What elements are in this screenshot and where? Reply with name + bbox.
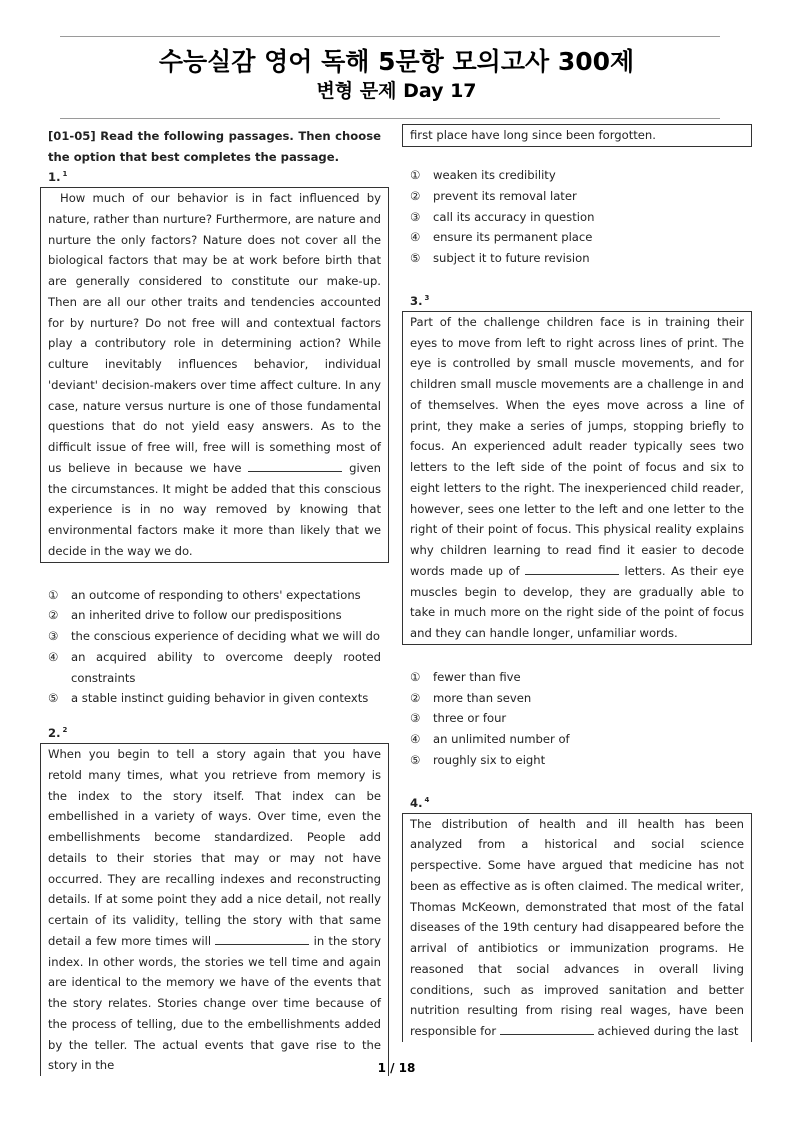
answer-blank: [215, 931, 309, 945]
footnote-ref: 2: [62, 726, 68, 734]
footnote-ref: 1: [62, 170, 68, 178]
option-5[interactable]: ⑤ roughly six to eight: [410, 752, 546, 767]
passage-text: When you begin to tell a story again that you have retold many times, what you retrieve from memory is the index to the story itself. That index can be embellished in a variety of ways. Over time, even the embellishments become standardized. People add details to their stories that may or may not have occurred. They are recalling indexes and reconstructing details. If at some point they add a nice detail, not really certain of its validity, telling the story with that same detail a few more times will: [48, 747, 381, 948]
option-3[interactable]: ③ three or four: [410, 711, 507, 726]
passage-text: The distribution of health and ill health has been analyzed from a historical and social science perspective. Some have argued that medicine has not been as effective as is often claimed. The medical writer, Thomas McKeown, demonstrated that most of the fatal diseases of the 19th century had disappeared before the arrival of antibiotics or immunization programs. He reasoned that social advances in overall living conditions, such as improved sanitation and better nutrition resulting from rising real wages, have been responsible for: [410, 816, 744, 1038]
instructions: [01-05] Read the following passages. Then choose the option that best completes the passage.: [48, 129, 381, 164]
page-subtitle: 변형 문제 Day 17: [316, 80, 477, 102]
passage-text: achieved during the last: [597, 1024, 739, 1038]
option-2[interactable]: ② an inherited drive to follow our predispositions: [48, 608, 342, 623]
passage-text: first place have long since been forgotten.: [410, 128, 656, 142]
option-3[interactable]: ③ the conscious experience of deciding what we will do: [48, 629, 380, 643]
question-1-number: 1. $^1$: [48, 170, 68, 184]
page-title: 수능실감 영어 독해 5문항 모의고사 300제: [158, 47, 635, 76]
option-1[interactable]: ① an outcome of responding to others' expectations: [48, 587, 361, 602]
passage-text: letters. As their eye muscles begin to develop, they are gradually able to take in much more on the right side of the point of focus and they can handle longer, unfamiliar words.: [410, 563, 744, 640]
option-4[interactable]: ④ ensure its permanent place: [410, 230, 593, 245]
option-3[interactable]: ③ call its accuracy in question: [410, 209, 595, 224]
question-1-options: [40, 585, 389, 710]
passage-text: How much of our behavior is in fact influenced by nature, rather than nurture? Furthermore, are nature and nurture the only factors? Nature does not cover all the biological factors that may be at work before birth that are generally considered to constitute our make-up. Then are all our other traits and tendencies accounted for by nurture? Do not free will and contextual factors play a contributory role in determining action? While culture inevitably influences behavior, individual 'deviant' decision-makers over time affect culture. In any case, nature versus nurture is one of those fundamental questions that do not yield easy answers. As to the difficult issue of free will, free will is something most of us believe in because we have: [48, 191, 381, 475]
option-2[interactable]: ② prevent its removal later: [410, 188, 577, 203]
question-3-options: [402, 667, 752, 771]
question-2-passage: [40, 743, 389, 1076]
option-1[interactable]: ① fewer than five: [410, 669, 521, 684]
question-2-options: [402, 165, 752, 269]
answer-blank: [500, 1021, 594, 1035]
option-4[interactable]: ④ an unlimited number of: [410, 732, 570, 746]
option-5[interactable]: ⑤ a stable instinct guiding behavior in given contexts: [48, 691, 369, 706]
question-3-passage: [402, 311, 752, 645]
option-4[interactable]: ④ an acquired ability to overcome deeply rooted constraints: [48, 649, 381, 685]
passage-text: in the story index. In other words, the stories we tell time and again are identical to the memory we have of the events that the story relates. Stories change over time because of the process of telling, due to the embellishments added by the teller. The actual events that gave rise to the story in the: [48, 933, 382, 1073]
top-rule: [60, 36, 720, 37]
question-2-number: 2. $^2$: [48, 726, 68, 740]
question-4-number: 4. $^4$: [410, 795, 430, 810]
question-4-passage: [402, 813, 752, 1042]
answer-blank: [248, 458, 342, 472]
option-5[interactable]: ⑤ subject it to future revision: [410, 251, 590, 265]
page-number: 1 / 18: [377, 1061, 416, 1075]
option-1[interactable]: ① weaken its credibility: [410, 168, 556, 182]
question-2-passage-continued: [402, 124, 752, 147]
question-1-passage: [40, 187, 389, 563]
passage-text: Part of the challenge children face is in training their eyes to move from left to right across lines of print. The eye is controlled by small muscle movements, and for children small muscle movements are a challenge in and of themselves. When the eyes move across a line of print, they make a series of jumps, stopping briefly to focus. An experienced adult reader typically sees two letters to the left side of the point of focus and six to eight letters to the right. The inexperienced child reader, however, sees one letter to the left and one letter to the right of their point of focus. This physical reality explains why children learning to read find it easier to decode words made up of: [410, 314, 744, 578]
right-column: [402, 124, 752, 1042]
footnote-ref: 3: [424, 293, 430, 302]
header-rule: [60, 118, 720, 119]
question-3-number: 3. $^3$: [410, 293, 430, 308]
left-column: [40, 126, 389, 1076]
answer-blank: [525, 561, 619, 575]
passage-text: given the circumstances. It might be added that this conscious experience is in no way removed by knowing that environmental factors make it more than likely that we decide in the way we do.: [48, 460, 382, 558]
footnote-ref: 4: [424, 795, 430, 804]
option-2[interactable]: ② more than seven: [410, 690, 532, 705]
